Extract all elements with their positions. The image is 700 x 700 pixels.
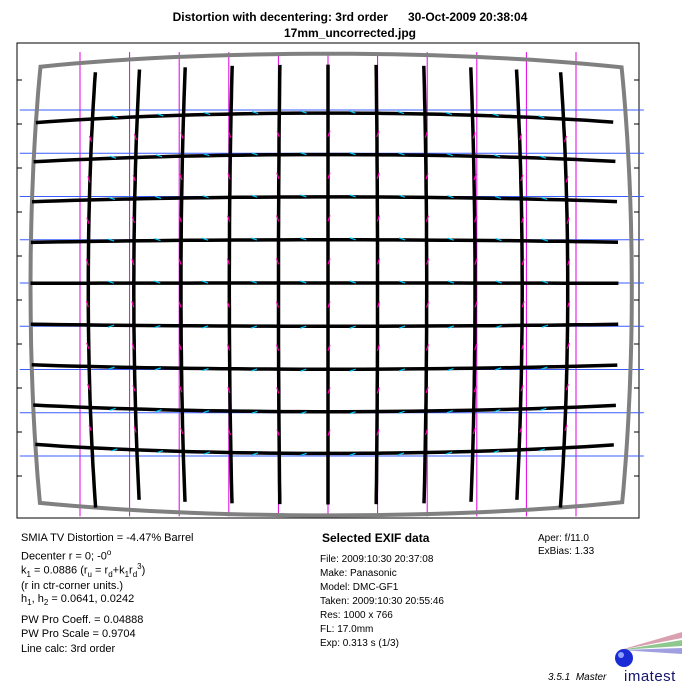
line-calc: Line calc: 3rd order: [21, 643, 116, 655]
distorted-vertical-line: [376, 65, 377, 504]
exif-heading: Selected EXIF data: [322, 531, 430, 545]
version-label: 3.5.1 Master: [548, 672, 607, 683]
pw-pro-scale: PW Pro Scale = 0.9704: [21, 628, 136, 640]
exif-file: File: 2009:10:30 20:37:08: [320, 554, 434, 565]
exif-exp: Exp: 0.313 s (1/3): [320, 638, 399, 649]
smia-distortion: SMIA TV Distortion = -4.47% Barrel: [21, 532, 194, 544]
chart-subtitle: 17mm_uncorrected.jpg: [283, 26, 417, 40]
exif-model: Model: DMC-GF1: [320, 582, 399, 593]
exif-aper: Aper: f/11.0: [538, 533, 589, 544]
exif-make: Make: Panasonic: [320, 568, 397, 579]
k1-value: $k_1 = 0.0886$ $(r_u = r_d+k_1r_d^3)$: [21, 562, 146, 579]
distorted-vertical-line: [279, 65, 280, 504]
exif-taken: Taken: 2009:10:30 20:55:46: [320, 596, 444, 607]
ctr-units-note: (r in ctr-corner units.): [21, 580, 124, 592]
pw-pro-coeff: PW Pro Coeff. = 0.04888: [21, 614, 144, 626]
decenter-value: Decenter r = 0; -0$^o$: [21, 548, 112, 563]
distorted-horizontal-line: [31, 324, 618, 326]
exif-exbias: ExBias: 1.33: [538, 546, 595, 557]
exif-res: Res: 1000 x 766: [320, 610, 393, 621]
brand-name: imatest: [624, 668, 676, 685]
title-text: Distortion with decentering: 3rd order: [172, 10, 388, 24]
exif-fl: FL: 17.0mm: [320, 624, 374, 635]
title-datetime: 30-Oct-2009 20:38:04: [407, 10, 528, 24]
h-values: $h_1$, $h_2 = 0.0641$, 0.0242: [21, 593, 135, 608]
